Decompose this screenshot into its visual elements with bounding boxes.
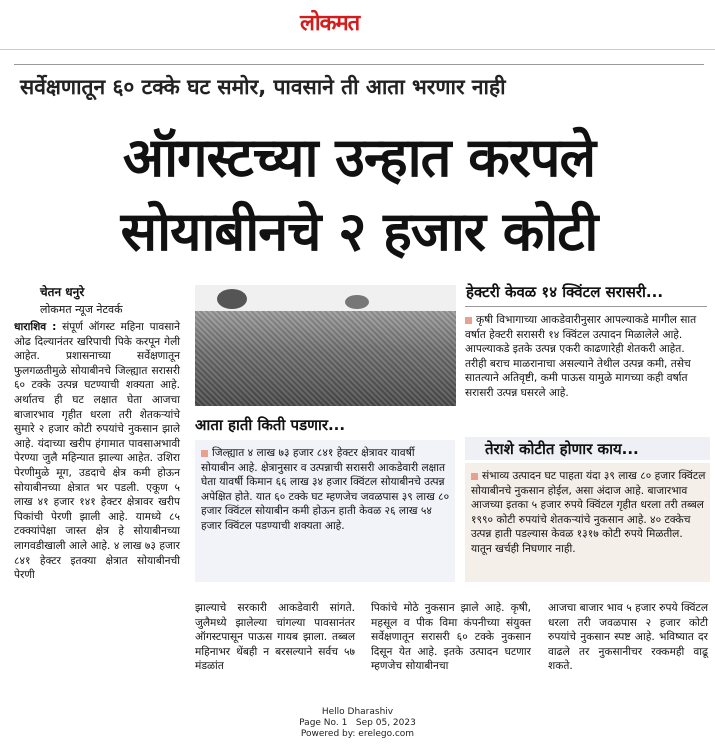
article-column-3: पिकांचे मोठे नुकसान झाले आहे. कृषी, महसूल व पीक विमा कंपनीच्या संयुक्त सर्वेक्षणातून सरासरी ६० टक्के नुकसान दिसून येत आहे. इतके उत्पादन घटणार म्हणजेच सोयाबीनचा bbox=[371, 602, 531, 673]
photo-tree bbox=[217, 289, 247, 309]
top-divider bbox=[14, 64, 704, 65]
bullet-square-icon bbox=[471, 473, 478, 480]
headline-line-2: सोयाबीनचे २ हजार कोटी bbox=[120, 200, 598, 263]
box-what-left-title: आता हाती किती पडणार... bbox=[195, 416, 346, 434]
box-loss bbox=[465, 463, 710, 582]
box-average-title: हेक्टरी केवळ १४ क्विंटल सरासरी... bbox=[466, 283, 664, 301]
bullet-square-icon bbox=[201, 450, 208, 457]
headline-line-1: ऑगस्टच्या उन्हात करपले bbox=[122, 126, 596, 189]
agency-credit: लोकमत न्यूज नेटवर्क bbox=[40, 303, 123, 316]
article-body-left bbox=[14, 320, 180, 583]
bullet-square-icon bbox=[465, 317, 472, 324]
photo-tree-2 bbox=[345, 295, 369, 309]
article-column-2: झाल्याचे सरकारी आकडेवारी सांगते. जुलैमध्ये झालेल्या चांगल्या पावसानंतर ऑगस्टपासून पाऊस गायब झाला. तब्बल महिनाभर थेंबही न बरसल्याने सर्वच ५७ मंडळांत bbox=[195, 602, 355, 673]
soybean-field-photo bbox=[195, 285, 456, 406]
photo-crop-texture bbox=[195, 311, 456, 406]
dateline: धाराशिव : bbox=[14, 321, 57, 333]
box-average-text: कृषी विभागाच्या आकडेवारीनुसार आपल्याकडे मागील सात वर्षात हेक्टरी सरासरी १४ क्विंटल उत्पादन मिळालेले आहे. आपल्याकडे इतके उत्पन्न एकरी काढणारेही शेतकरी आहेत. तरीही बराच माळरानाचा असल्याने तेथील उत्पन्न कमी, तसेच सातत्याने अतिवृष्टी, कमी पाऊस यामुळे मागच्या कही वर्षात सरासरी उत्पन्न घसरले आहे. bbox=[465, 314, 697, 399]
box-loss-title: तेराशे कोटीत होणार काय... bbox=[465, 437, 710, 460]
page-footer bbox=[270, 707, 445, 740]
footer-powered-by: Powered by: erelego.com bbox=[300, 729, 415, 739]
body-left-text: संपूर्ण ऑगस्ट महिना पावसाने ओढ दिल्यानंतर खरिपाची पिके करपून गेली आहेत. प्रशासनाच्या सर्वेक्षणातून फुलगळतीमुळे सोयाबीनचे जिल्ह्यात सरासरी ६० टक्के उत्पन्न घटण्याची शक्यता आहे. अर्थातच ही घट लक्षात घेता आजचा बाजारभाव गृहीत धरला तरी शेतकऱ्यांचे सुमारे २ हजार कोटी रुपयांचे नुकसान झाले आहे. यंदाच्या खरीप हंगामात पावसाअभावी पेरण्या जुलै महिन्यात झाल्या आहेत. उशिरा पेरणीमुळे मूग, उडदाचे क्षेत्र कमी होऊन सोयाबीनच्या क्षेत्रात भर पडली. एकूण ५ लाख ४१ हजार १४१ हेक्टर क्षेत्रावर खरीप पिकांची पेरणी झाली आहे. यामध्ये ८५ टक्क्यांपेक्षा जास्त क्षेत्र हे सोयाबीनच्या लागवडीखाली आले आहे. ४ लाख ७३ हजार ८४१ हेक्टर इतक्या क्षेत्रात सोयाबीनची पेरणी bbox=[14, 321, 181, 582]
box-loss-text: संभाव्य उत्पादन घट पाहता यंदा ३९ लाख ८० हजार क्विंटल सोयाबीनचे नुकसान होईल, असा अंदाज आहे. बाजारभाव आजच्या इतका ५ हजार रुपये क्विंटल गृहीत धरला तरी तब्बल १९९० कोटी रुपयांचे शेतकऱ्यांचे नुकसान आहे. ४० टक्केच उत्पन्न हाती पडल्यास केवळ १३१७ कोटी रुपये मिळतील. यातून खर्चही निघणार नाही. bbox=[471, 470, 706, 555]
box-average bbox=[465, 306, 707, 411]
footer-page-date: Page No. 1 Sep 05, 2023 bbox=[299, 718, 416, 728]
masthead bbox=[0, 0, 715, 50]
kicker-headline: सर्वेक्षणातून ६० टक्के घट समोर, पावसाने ती आता भरणार नाही bbox=[20, 75, 506, 99]
box-what-left-text: जिल्ह्यात ४ लाख ७३ हजार ८४१ हेक्टर क्षेत्रावर यावर्षी सोयाबीन आहे. क्षेत्रानुसार व उत्पन्नाची सरासरी आकडेवारी लक्षात घेता यावर्षी किमान ६६ लाख ३४ हजार क्विंटल सोयाबीनचे उत्पन्न अपेक्षित होते. यात ६० टक्के घट म्हणजेच जवळपास ३९ लाख ८० हजार क्विंटल सोयाबीन कमी होऊन हाती केवळ २६ लाख ५४ हजार क्विंटल पडण्याची शक्यता आहे. bbox=[201, 447, 450, 532]
box-what-left bbox=[195, 440, 455, 582]
article-column-4: आजचा बाजार भाव ५ हजार रुपये क्विंटल धरला तरी जवळपास २ हजार कोटी रुपयांचे नुकसान स्पष्ट आहे. भविष्यात दर वाढले तर नुकसानीचर रक्कमही वाढू शकते. bbox=[548, 602, 708, 673]
byline: चेतन धनुरे bbox=[40, 285, 85, 299]
newspaper-logo: लोकमत bbox=[300, 11, 360, 36]
footer-edition: Hello Dharashiv bbox=[321, 707, 394, 717]
